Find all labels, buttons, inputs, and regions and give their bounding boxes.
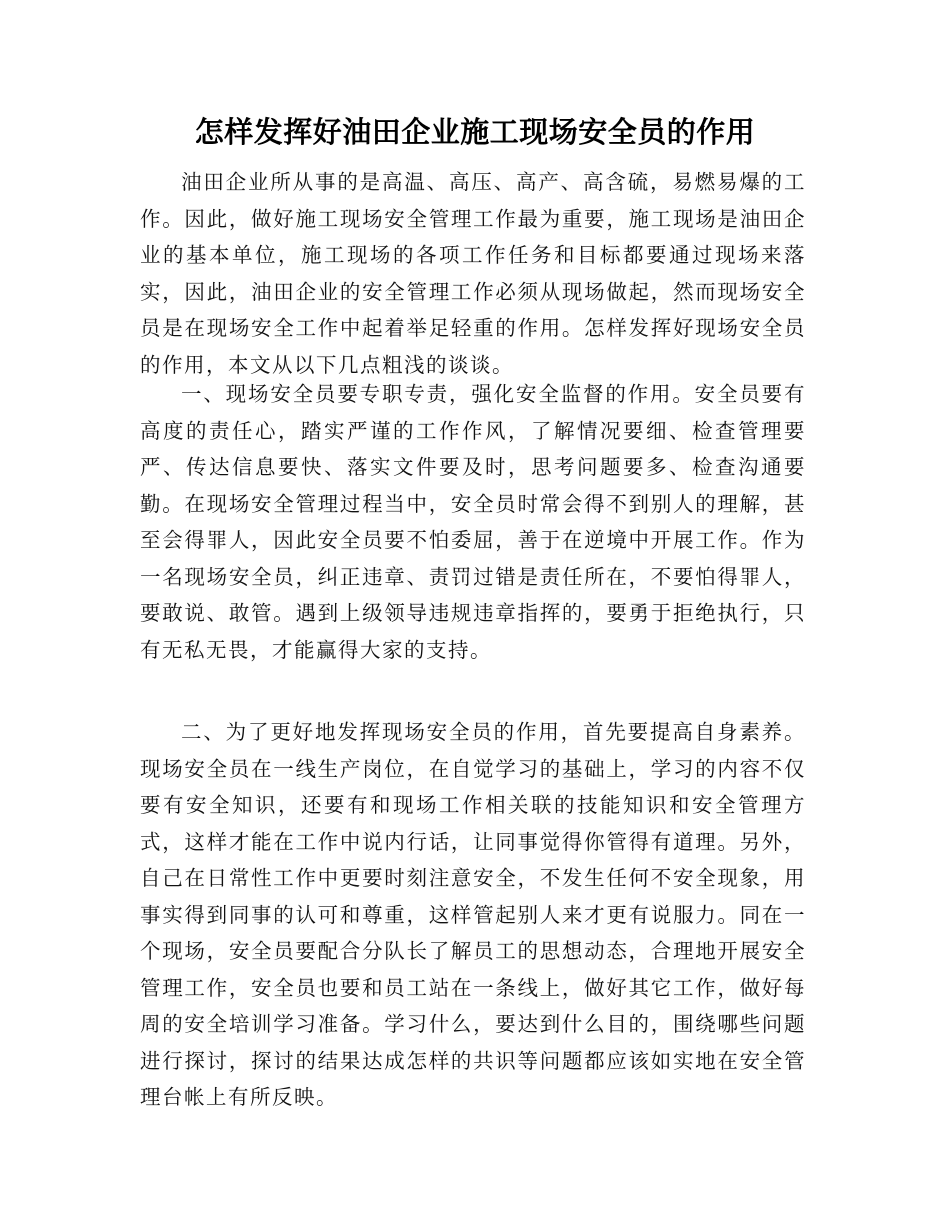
paragraph-section-1: 一、现场安全员要专职专责，强化安全监督的作用。安全员要有高度的责任心，踏实严谨的工作作风，了解情况要细、检查管理要严、传达信息要快、落实文件要及时，思考问题要多、检查沟通要勤。在现场安全管理过程当中，安全员时常会得不到别人的理解，甚至会得罪人，因此安全员要不怕委屈，善于在逆境中开展工作。作为一名现场安全员，纠正违章、责罚过错是责任所在，不要怕得罪人，要敢说、敢管。遇到上级领导违规违章指挥的，要勇于拒绝执行，只有无私无畏，才能赢得大家的支持。: [140, 382, 806, 662]
document-title: 怎样发挥好油田企业施工现场安全员的作用: [194, 115, 756, 149]
paragraph-section-2: 二、为了更好地发挥现场安全员的作用，首先要提高自身素养。现场安全员在一线生产岗位，在自觉学习的基础上，学习的内容不仅要有安全知识，还要有和现场工作相关联的技能知识和安全管理方式，这样才能在工作中说内行话，让同事觉得你管得有道理。另外，自己在日常性工作中更要时刻注意安全，不发生任何不安全现象，用事实得到同事的认可和尊重，这样管起别人来才更有说服力。同在一个现场，安全员要配合分队长了解员工的思想动态，合理地开展安全管理工作，安全员也要和员工站在一条线上，做好其它工作，做好每周的安全培训学习准备。学习什么，要达到什么目的，围绕哪些问题进行探讨，探讨的结果达成怎样的共识等问题都应该如实地在安全管理台帐上有所反映。: [140, 720, 806, 1109]
paragraph-intro: 油田企业所从事的是高温、高压、高产、高含硫，易燃易爆的工作。因此，做好施工现场安全管理工作最为重要，施工现场是油田企业的基本单位，施工现场的各项工作任务和目标都要通过现场来落实，因此，油田企业的安全管理工作必须从现场做起，然而现场安全员是在现场安全工作中起着举足轻重的作用。怎样发挥好现场安全员的作用，本文从以下几点粗浅的谈谈。: [140, 170, 806, 377]
